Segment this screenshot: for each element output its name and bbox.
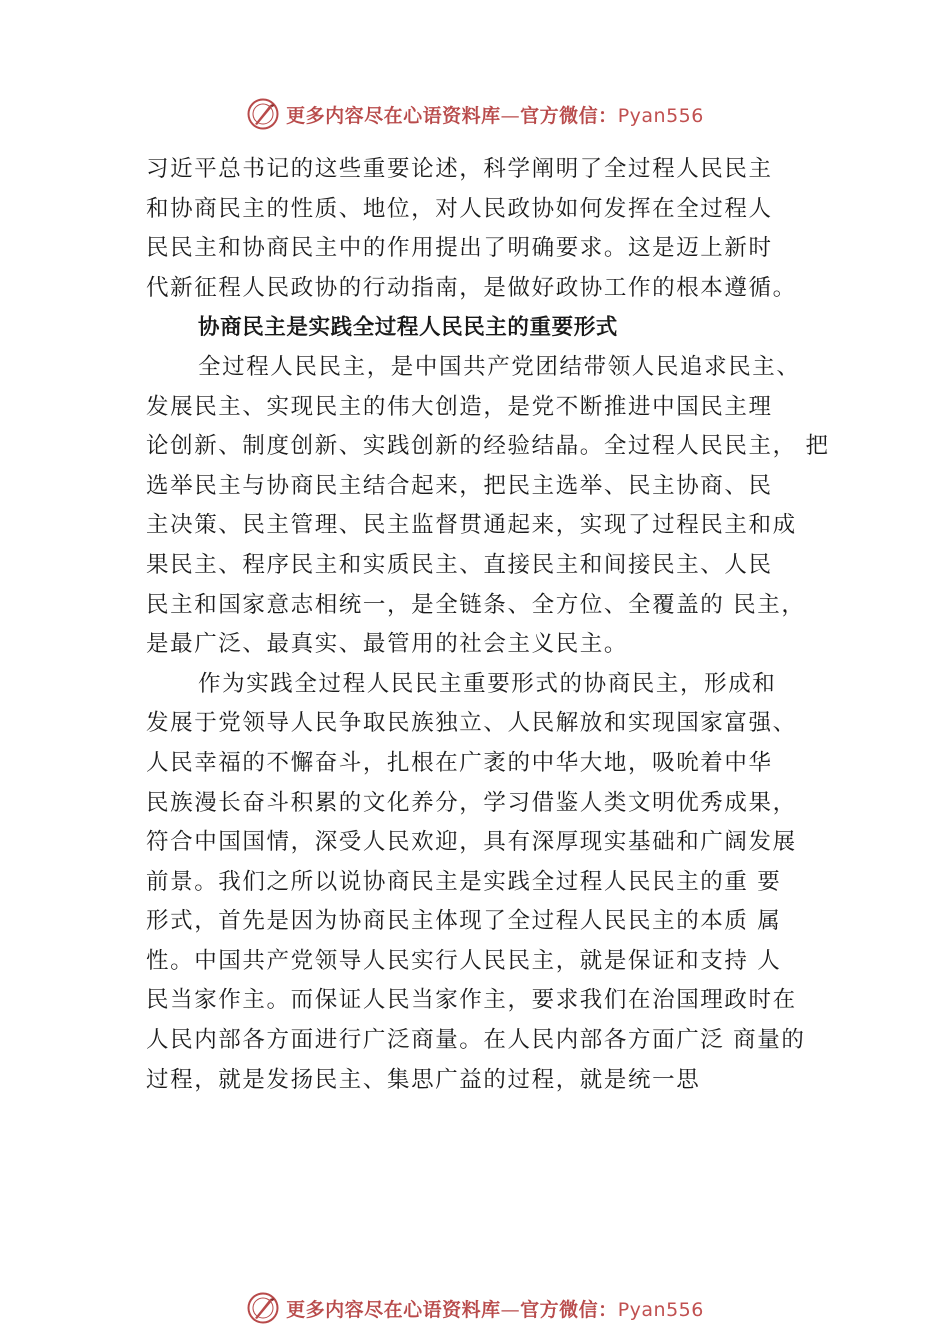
text-line: 民民主和协商民主中的作用提出了明确要求。这是迈上新时 bbox=[146, 235, 773, 262]
text-line: 和协商民主的性质、地位，对人民政协如何发挥在全过程人 bbox=[146, 195, 773, 222]
text-line: 形式，首先是因为协商民主体现了全过程人民民主的本质 属 bbox=[146, 908, 782, 935]
text-line: 符合中国国情，深受人民欢迎，具有深厚现实基础和广阔发展 bbox=[146, 829, 797, 856]
header-wechat-id: Pyan556 bbox=[617, 104, 704, 127]
header-banner bbox=[0, 96, 950, 132]
quill-logo-icon bbox=[246, 1291, 280, 1325]
text-line: 民主和国家意志相统一，是全链条、全方位、全覆盖的 民主， bbox=[146, 591, 806, 618]
header-separator: — bbox=[500, 104, 521, 127]
text-line: 人民幸福的不懈奋斗，扎根在广袤的中华大地，吸吮着中华 bbox=[146, 749, 773, 776]
footer-brand: 更多内容尽在心语资料库 bbox=[286, 1298, 501, 1321]
quill-logo-icon bbox=[246, 97, 280, 131]
text-line: 过程，就是发扬民主、集思广益的过程，就是统一思 bbox=[146, 1066, 701, 1093]
text-line: 主决策、民主管理、民主监督贯通起来，实现了过程民主和成 bbox=[146, 512, 797, 539]
text-line: 代新征程人民政协的行动指南，是做好政协工作的根本遵循。 bbox=[146, 274, 797, 301]
text-line: 民当家作主。而保证人民当家作主，要求我们在治国理政时在 bbox=[146, 987, 797, 1014]
text-line: 民族漫长奋斗积累的文化养分，学习借鉴人类文明优秀成果， bbox=[146, 789, 797, 816]
text-line: 性。中国共产党领导人民实行人民民主，就是保证和支持 人 bbox=[146, 947, 782, 974]
text-line: 全过程人民民主，是中国共产党团结带领人民追求民主、 bbox=[198, 353, 801, 380]
text-line: 习近平总书记的这些重要论述，科学阐明了全过程人民民主 bbox=[146, 156, 773, 182]
header-text bbox=[286, 101, 704, 128]
footer-text bbox=[286, 1295, 704, 1322]
document-body bbox=[146, 150, 836, 1100]
footer-separator: — bbox=[500, 1298, 521, 1321]
text-line: 发展于党领导人民争取民族独立、人民解放和实现国家富强、 bbox=[146, 710, 797, 737]
text-line: 作为实践全过程人民民主重要形式的协商民主，形成和 bbox=[198, 670, 777, 697]
text-line: 人民内部各方面进行广泛商量。在人民内部各方面广泛 商量的 bbox=[146, 1027, 806, 1054]
text-line: 果民主、程序民主和实质民主、直接民主和间接民主、人民 bbox=[146, 551, 773, 578]
section-heading: 协商民主是实践全过程人民民主的重要形式 bbox=[198, 315, 618, 341]
footer-banner bbox=[0, 1290, 950, 1326]
text-line: 前景。我们之所以说协商民主是实践全过程人民民主的重 要 bbox=[146, 868, 782, 895]
header-brand: 更多内容尽在心语资料库 bbox=[286, 104, 501, 127]
header-official-label: 官方微信： bbox=[520, 104, 618, 127]
text-line: 论创新、制度创新、实践创新的经验结晶。全过程人民民主， 把 bbox=[146, 433, 830, 460]
text-line: 是最广泛、最真实、最管用的社会主义民主。 bbox=[146, 631, 629, 658]
footer-wechat-id: Pyan556 bbox=[617, 1298, 704, 1321]
text-line: 发展民主、实现民主的伟大创造，是党不断推进中国民主理 bbox=[146, 393, 773, 420]
text-line: 选举民主与协商民主结合起来，把民主选举、民主协商、民 bbox=[146, 472, 773, 499]
footer-official-label: 官方微信： bbox=[520, 1298, 618, 1321]
